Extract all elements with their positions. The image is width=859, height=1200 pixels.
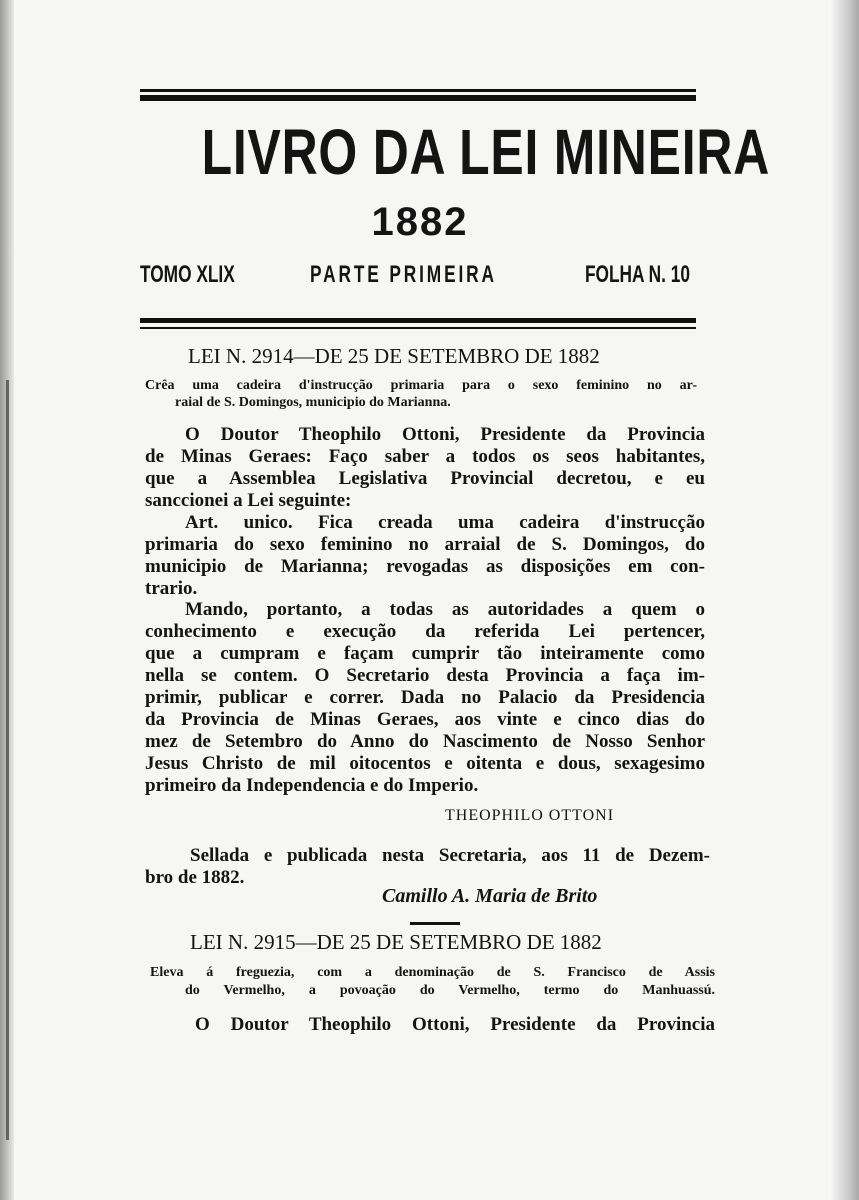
section-divider <box>410 922 460 925</box>
document-title: LIVRO DA LEI MINEIRA <box>201 116 771 188</box>
header-rule-thick <box>140 318 696 323</box>
body-line: primaria do sexo feminino no arraial de S. Domingos, do <box>145 534 705 555</box>
body-line: O Doutor Theophilo Ottoni, Presidente da Provincia <box>185 424 705 445</box>
president-signature: THEOPHILO OTTONI <box>445 807 615 824</box>
sealed-line: Sellada e publicada nesta Secretaria, aos 11 de Dezem- <box>190 845 710 866</box>
body-line: primeiro da Independencia e do Imperio. <box>145 775 479 796</box>
header-rule <box>140 327 696 329</box>
law-2914-summary: raial de S. Domingos, municipio do Marianna. <box>175 395 451 410</box>
body-line: Jesus Christo de mil oitocentos e oitenta e dous, sexagesimo <box>145 753 705 774</box>
law-2915-summary: Eleva á freguezia, com a denominação de S. Francisco de Assis <box>150 965 715 980</box>
body-line: mez de Setembro do Anno do Nascimento de Nosso Senhor <box>145 731 705 752</box>
law-2914-heading: LEI N. 2914—DE 25 DE SETEMBRO DE 1882 <box>188 344 600 368</box>
body-line: Art. unico. Fica creada uma cadeira d'instrucção <box>185 512 705 533</box>
body-line: nella se contem. O Secretario desta Provincia a faça im- <box>145 665 705 686</box>
document-year: 1882 <box>371 200 469 244</box>
tomo-label: TOMO XLIX <box>140 261 235 288</box>
body-line: primir, publicar e correr. Dada no Palacio da Presidencia <box>145 687 705 708</box>
top-rule <box>140 89 696 92</box>
top-rule-thick <box>140 95 696 101</box>
law-2915-summary: do Vermelho, a povoação do Vermelho, termo do Manhuassú. <box>185 983 715 998</box>
body-line: que a cumpram e façam cumprir tão inteiramente como <box>145 643 705 664</box>
law-2915-heading: LEI N. 2915—DE 25 DE SETEMBRO DE 1882 <box>190 930 602 954</box>
secretary-signature: Camillo A. Maria de Brito <box>382 885 598 907</box>
body-line: da Provincia de Minas Geraes, aos vinte e cinco dias do <box>145 709 705 730</box>
body-line: Mando, portanto, a todas as autoridades a quem o <box>185 599 705 620</box>
body-line: O Doutor Theophilo Ottoni, Presidente da Provincia <box>195 1014 715 1035</box>
body-line: sanccionei a Lei seguinte: <box>145 490 352 511</box>
body-line: de Minas Geraes: Faço saber a todos os seos habitantes, <box>145 446 705 467</box>
law-2914-summary: Crêa uma cadeira d'instrucção primaria para o sexo feminino no ar- <box>145 378 697 393</box>
folha-label: FOLHA N. 10 <box>585 261 690 288</box>
body-line: que a Assemblea Legislativa Provincial decretou, e eu <box>145 468 705 489</box>
sealed-line: bro de 1882. <box>145 867 245 888</box>
body-line: trario. <box>145 578 198 599</box>
parte-label: PARTE PRIMEIRA <box>310 261 497 288</box>
body-line: municipio de Marianna; revogadas as disposições em con- <box>145 556 705 577</box>
page-right-edge <box>829 0 859 1200</box>
body-line: conhecimento e execução da referida Lei pertencer, <box>145 621 705 642</box>
binding-line <box>6 380 9 1140</box>
